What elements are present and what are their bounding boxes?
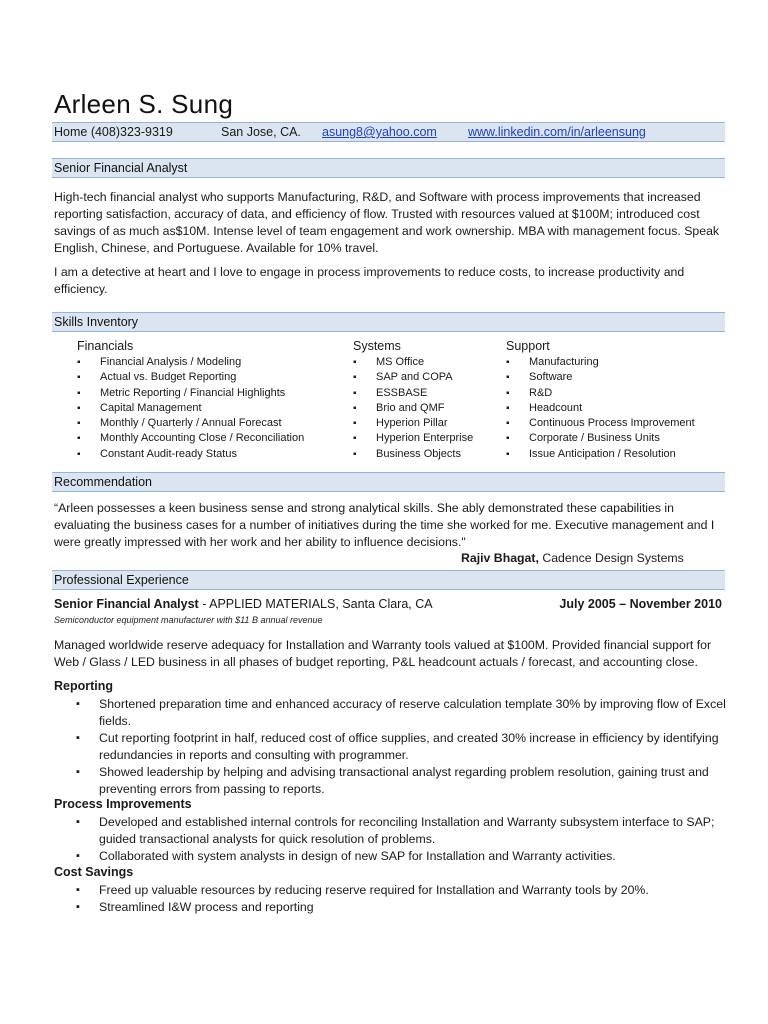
- systems-list: [353, 355, 473, 462]
- systems-title: Systems: [353, 339, 401, 353]
- recommendation-attribution: [461, 551, 684, 565]
- skills-financials-column: [77, 338, 304, 462]
- support-list: [506, 355, 695, 462]
- list-item: ▪ Shortened preparation time and enhanced accuracy of reserve calculation template 30% by improving flow of Excel fields.: [54, 696, 726, 730]
- contact-bar: [52, 122, 725, 142]
- financials-list: [77, 355, 304, 462]
- email-link[interactable]: asung8@yahoo.com: [322, 125, 437, 139]
- list-item: ▪ Monthly Accounting Close / Reconciliation: [77, 431, 304, 446]
- list-item: ▪ R&D: [506, 386, 695, 401]
- list-item: ▪ Hyperion Enterprise: [353, 431, 473, 446]
- job-title: Senior Financial Analyst: [54, 597, 199, 611]
- section-header-recommendation: Recommendation: [52, 472, 725, 492]
- job-employer: - APPLIED MATERIALS, Santa Clara, CA: [198, 597, 433, 611]
- reporting-subheading: Reporting: [54, 679, 114, 693]
- list-item: ▪ Capital Management: [77, 401, 304, 416]
- list-item: ▪ Streamlined I&W process and reporting: [54, 899, 726, 916]
- list-item: ▪ Monthly / Quarterly / Annual Forecast: [77, 416, 304, 431]
- section-header-title: Senior Financial Analyst: [52, 158, 725, 178]
- location-text: San Jose, CA.: [221, 125, 301, 139]
- list-item: ▪ Metric Reporting / Financial Highlights: [77, 386, 304, 401]
- process-list: [54, 814, 726, 865]
- summary-paragraph: High-tech financial analyst who supports Manufacturing, R&D, and Software with process improvements that increased reporting satisfaction, accuracy of data, and efficiency of flow. Trusted with resources valued at $100M; introduced cost savings of as much as$10M. Intense level of team engagement and work ownership. MBA with management focus. Speak English, Chinese, and Portuguese. Available for 10% travel.: [54, 190, 720, 255]
- process-subheading: Process Improvements: [54, 797, 192, 811]
- cost-subheading: Cost Savings: [54, 865, 134, 879]
- list-item: ▪ ESSBASE: [353, 386, 473, 401]
- skills-support-column: [506, 338, 695, 462]
- linkedin-link[interactable]: www.linkedin.com/in/arleensung: [468, 125, 646, 139]
- list-item: ▪ SAP and COPA: [353, 370, 473, 385]
- list-item: ▪ Brio and QMF: [353, 401, 473, 416]
- recommender-company: Cadence Design Systems: [542, 551, 684, 565]
- section-header-experience: Professional Experience: [52, 570, 725, 590]
- list-item: ▪ Collaborated with system analysts in design of new SAP for Installation and Warranty activities.: [54, 848, 726, 865]
- list-item: ▪ Constant Audit-ready Status: [77, 447, 304, 462]
- support-title: Support: [506, 339, 550, 353]
- candidate-name: Arleen S. Sung: [54, 89, 234, 119]
- list-item: ▪ Freed up valuable resources by reducing reserve required for Installation and Warranty tools by 20%.: [54, 882, 726, 899]
- recommender-name: Rajiv Bhagat,: [461, 551, 539, 565]
- list-item: ▪ Financial Analysis / Modeling: [77, 355, 304, 370]
- section-header-skills: Skills Inventory: [52, 312, 725, 332]
- list-item: ▪ Business Objects: [353, 447, 473, 462]
- employer-description: Semiconductor equipment manufacturer with $11 B annual revenue: [54, 615, 323, 625]
- personal-paragraph: I am a detective at heart and I love to engage in process improvements to reduce costs, to increase productivity and efficiency.: [54, 265, 685, 296]
- job-dates: July 2005 – November 2010: [559, 597, 722, 611]
- skills-systems-column: [353, 338, 473, 462]
- cost-list: [54, 882, 726, 916]
- phone-text: Home (408)323-9319: [54, 125, 173, 139]
- list-item: ▪ Software: [506, 370, 695, 385]
- reporting-list: [54, 696, 726, 798]
- list-item: ▪ Showed leadership by helping and advising transactional analyst regarding problem resolution, gaining trust and preventing errors from passing to reports.: [54, 764, 726, 798]
- job-overview: Managed worldwide reserve adequacy for Installation and Warranty tools valued at $100M. Provided financial support for Web / Glass / LED business in all phases of budget reporting, P&L headcount actuals / forecast, and accounting close.: [54, 638, 712, 669]
- list-item: ▪ Corporate / Business Units: [506, 431, 695, 446]
- list-item: ▪ Cut reporting footprint in half, reduced cost of office supplies, and created 30% increase in efficiency by identifying redundancies in reports and consulting with programmer.: [54, 730, 726, 764]
- list-item: ▪ Actual vs. Budget Reporting: [77, 370, 304, 385]
- list-item: ▪ Manufacturing: [506, 355, 695, 370]
- list-item: ▪ Continuous Process Improvement: [506, 416, 695, 431]
- financials-title: Financials: [77, 339, 134, 353]
- list-item: ▪ Developed and established internal controls for reconciling Installation and Warranty subsystem interface to SAP; guided transactional analysts for quick resolution of problems.: [54, 814, 726, 848]
- list-item: ▪ MS Office: [353, 355, 473, 370]
- list-item: ▪ Headcount: [506, 401, 695, 416]
- list-item: ▪ Issue Anticipation / Resolution: [506, 447, 695, 462]
- list-item: ▪ Hyperion Pillar: [353, 416, 473, 431]
- job-heading: [54, 597, 433, 611]
- recommendation-quote: “Arleen possesses a keen business sense and strong analytical skills. She ably demonstrated these capabilities in evaluating the business cases for a number of initiatives during the time she worked for me. Executive management and I were greatly impressed with her work and her ability to influence decisions.": [54, 501, 715, 549]
